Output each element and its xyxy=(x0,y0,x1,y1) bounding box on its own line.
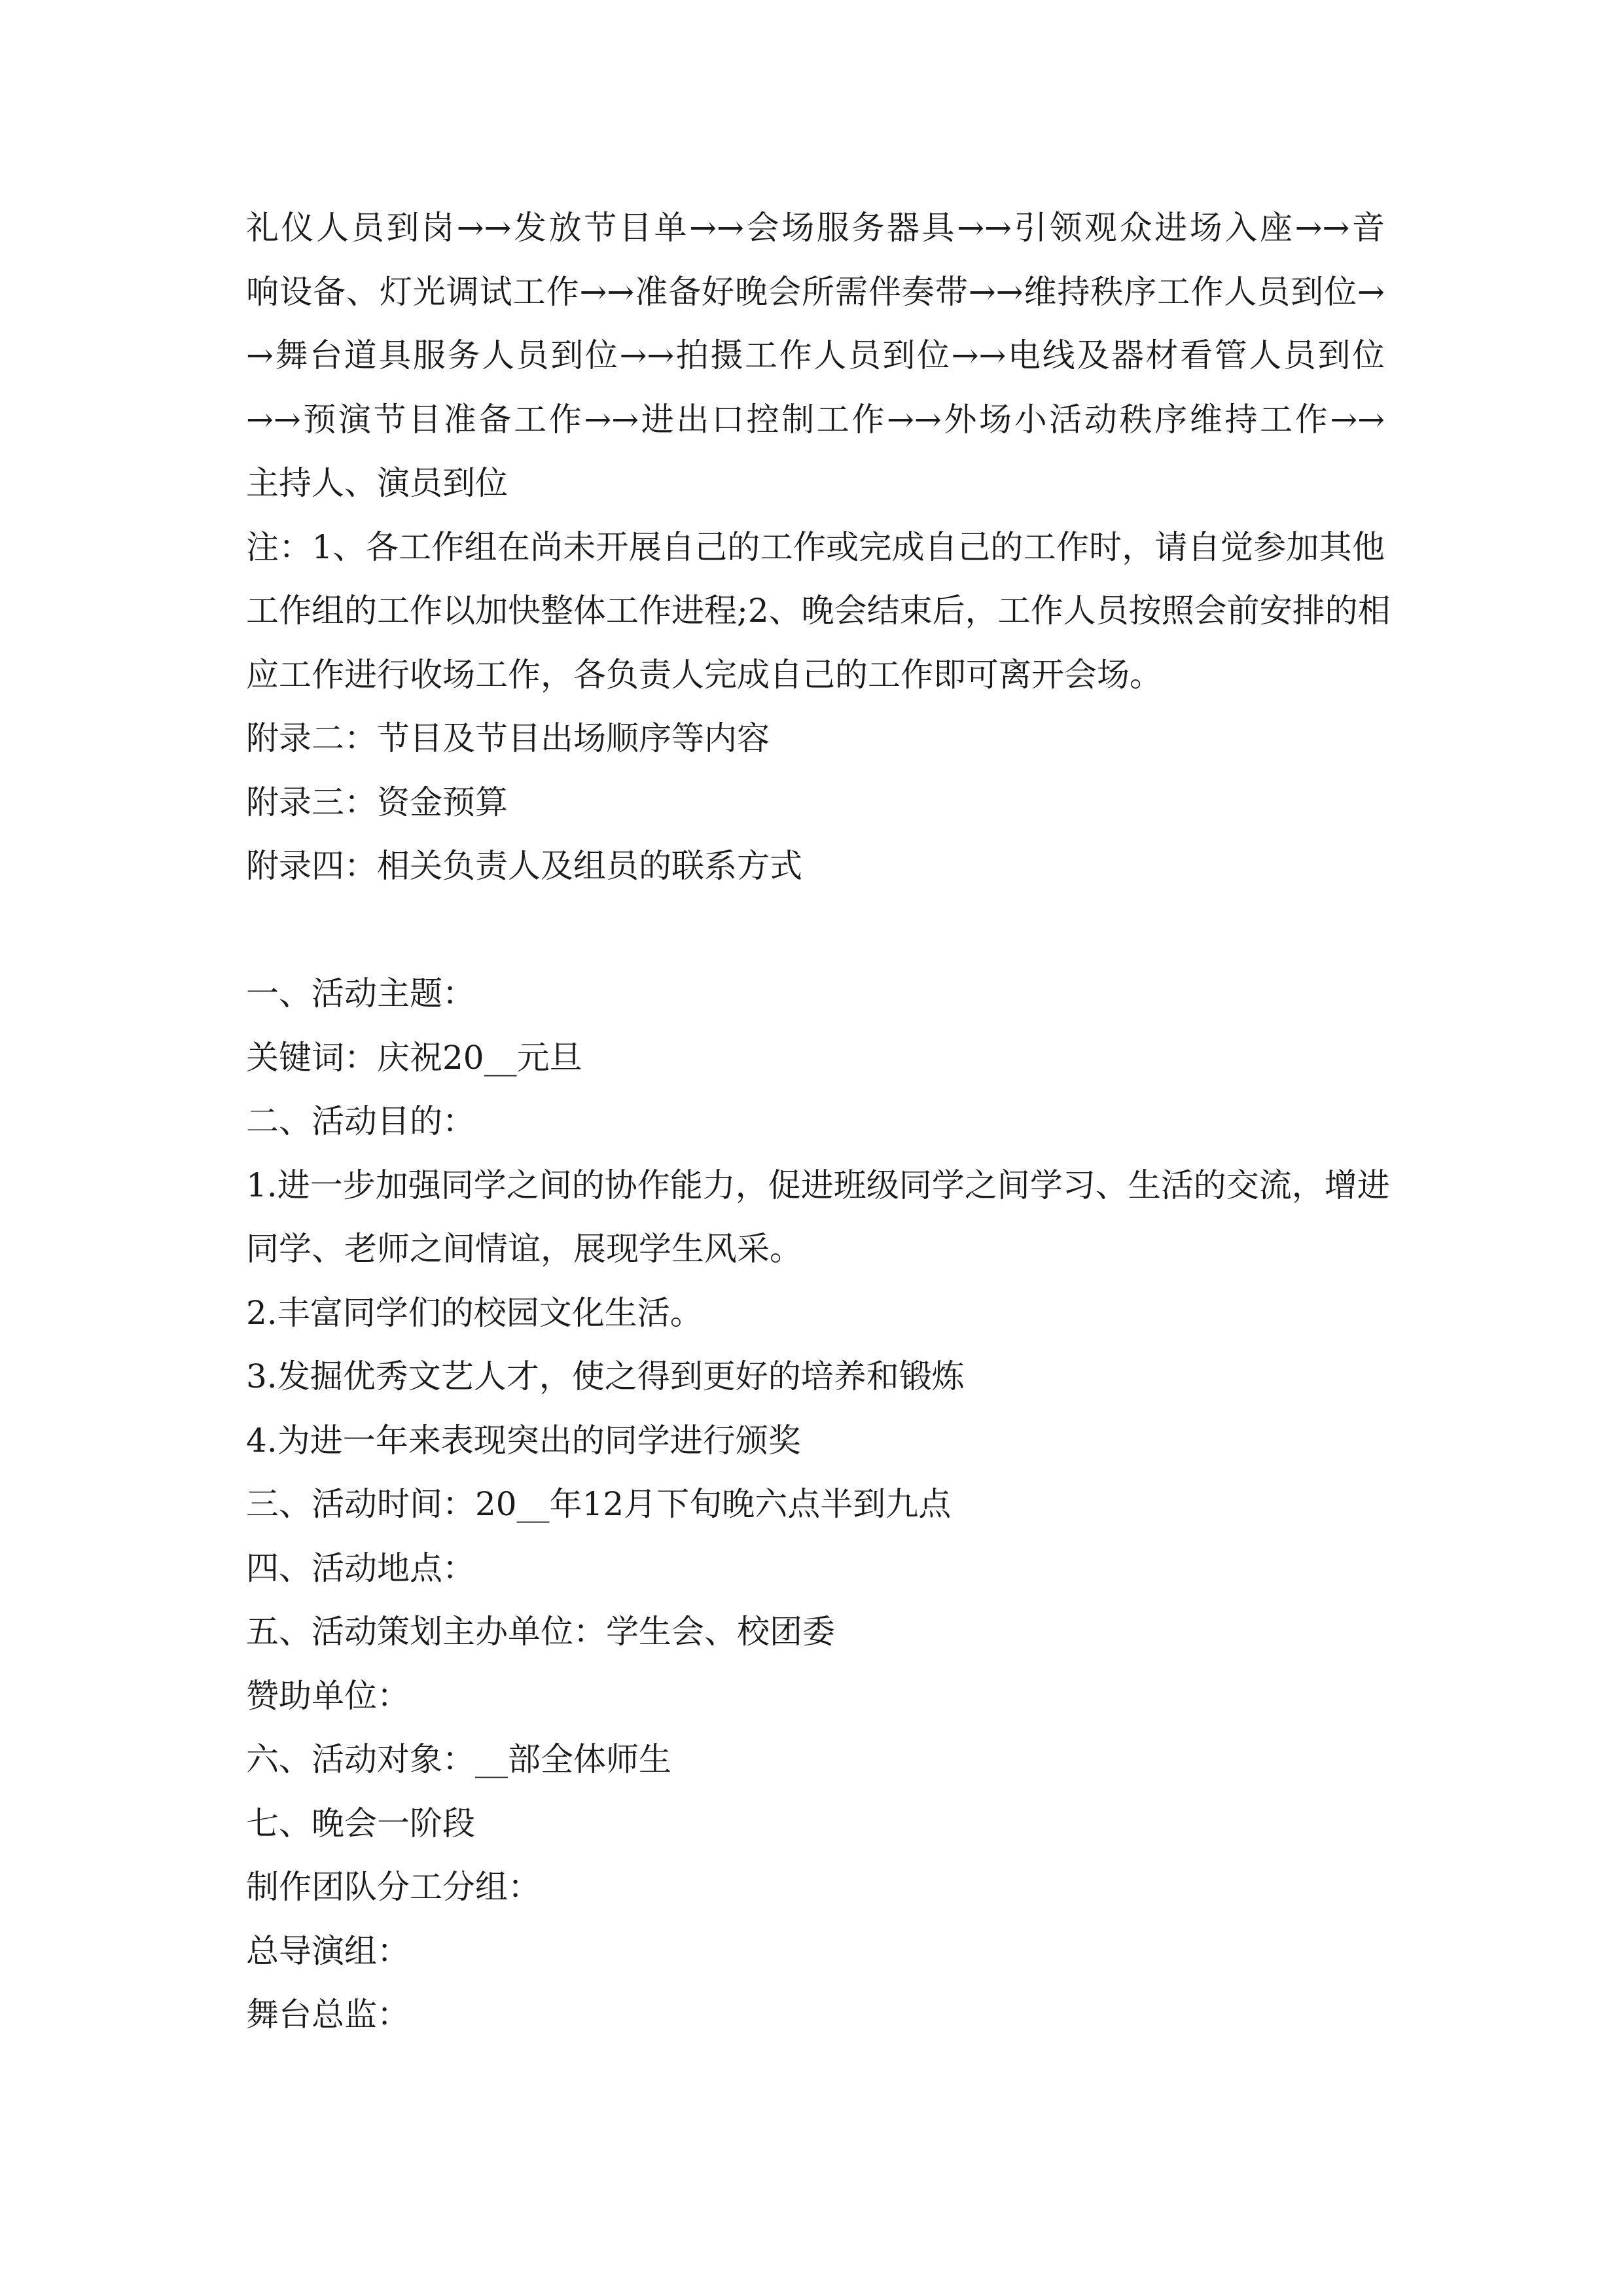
note-line-1: 注：1、各工作组在尚未开展自己的工作或完成自己的工作时，请自觉参加其他 xyxy=(246,528,1385,566)
stage-supervisor: 舞台总监： xyxy=(246,1996,410,2034)
section-1-title: 一、活动主题： xyxy=(246,975,475,1013)
section-2-title: 二、活动目的： xyxy=(246,1102,475,1140)
section-spacer xyxy=(246,899,1385,963)
keywords: 关键词：庆祝20__元旦 xyxy=(246,1038,582,1077)
flow-line-2: 响设备、灯光调试工作→→准备好晚会所需伴奏带→→维持秩序工作人员到位→ xyxy=(246,272,1385,311)
director-group: 总导演组： xyxy=(246,1931,410,1970)
sponsor: 赞助单位： xyxy=(246,1676,410,1715)
section-7-stage: 七、晚会一阶段 xyxy=(246,1804,475,1842)
team-division: 制作团队分工分组： xyxy=(246,1868,541,1906)
document-body xyxy=(246,196,1391,2047)
purpose-1-line-2: 同学、老师之间情谊，展现学生风采。 xyxy=(246,1230,802,1268)
purpose-3: 3.发掘优秀文艺人才，使之得到更好的培养和锻炼 xyxy=(246,1357,965,1395)
purpose-4: 4.为进一年来表现突出的同学进行颁奖 xyxy=(246,1421,801,1460)
section-4-location: 四、活动地点： xyxy=(246,1549,475,1587)
purpose-1-line-1: 1.进一步加强同学之间的协作能力，促进班级同学之间学习、生活的交流，增进 xyxy=(246,1166,1390,1204)
flow-line-1: 礼仪人员到岗→→发放节目单→→会场服务器具→→引领观众进场入座→→音 xyxy=(246,209,1385,247)
purpose-2: 2.丰富同学们的校园文化生活。 xyxy=(246,1293,703,1332)
note-line-3: 应工作进行收场工作，各负责人完成自己的工作即可离开会场。 xyxy=(246,655,1162,694)
appendix-2: 附录二：节目及节目出场顺序等内容 xyxy=(246,719,770,757)
flow-line-4: →→预演节目准备工作→→进出口控制工作→→外场小活动秩序维持工作→→ xyxy=(246,400,1385,439)
section-5-organizer: 五、活动策划主办单位：学生会、校团委 xyxy=(246,1613,835,1651)
appendix-3: 附录三：资金预算 xyxy=(246,783,508,821)
note-line-2: 工作组的工作以加快整体工作进程;2、晚会结束后，工作人员按照会前安排的相 xyxy=(246,592,1391,630)
section-6-audience: 六、活动对象：__部全体师生 xyxy=(246,1740,671,1778)
section-3-time: 三、活动时间：20__年12月下旬晚六点半到九点 xyxy=(246,1485,952,1523)
appendix-4: 附录四：相关负责人及组员的联系方式 xyxy=(246,847,802,885)
flow-line-5: 主持人、演员到位 xyxy=(246,464,508,502)
flow-line-3: →舞台道具服务人员到位→→拍摄工作人员到位→→电线及器材看管人员到位 xyxy=(246,336,1385,374)
